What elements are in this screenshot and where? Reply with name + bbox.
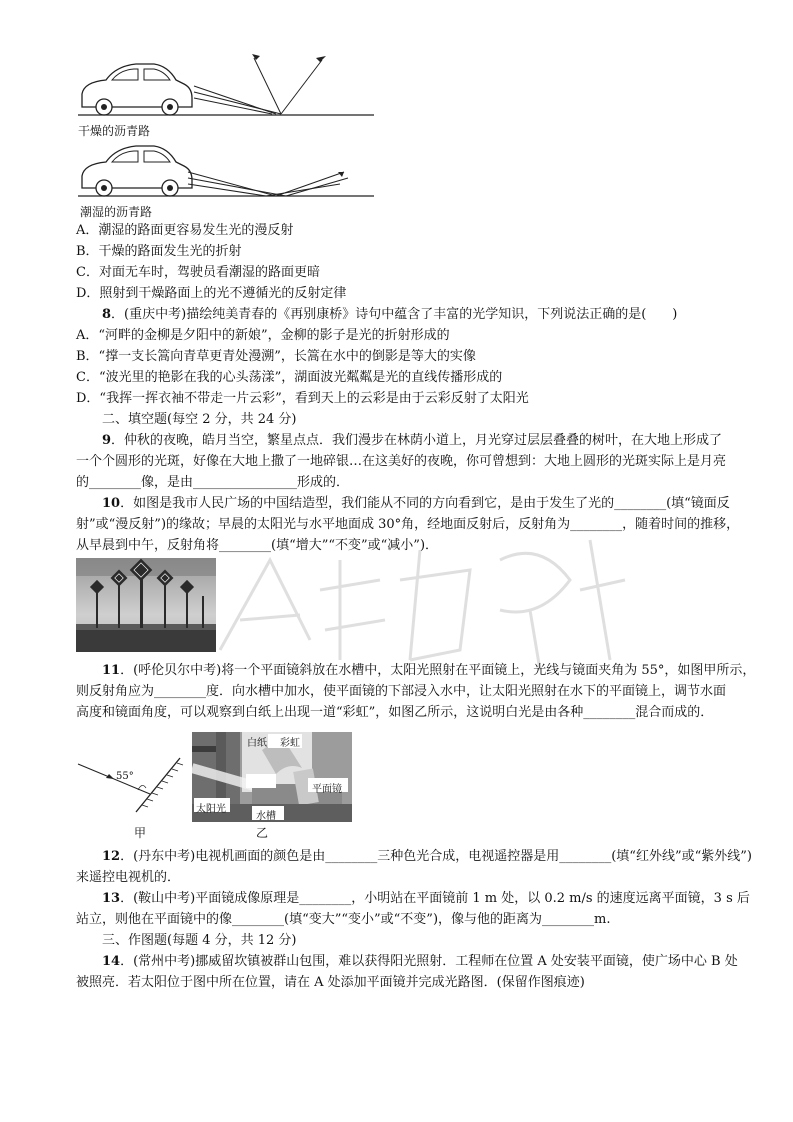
label-white-paper: 白纸: [247, 738, 267, 749]
q8-stem: ．(重庆中考)描绘纯美青春的《再别康桥》诗句中蕴含了丰富的光学知识，下列说法正确的是( ): [111, 307, 678, 322]
section-3-heading: [76, 930, 756, 951]
q11-line-2: 则反射角应为________度．向水槽中加水，使平面镜的下部浸入水中，让太阳光照射在水下的平面镜上，调节水面: [76, 684, 727, 699]
q8-number: 8: [102, 307, 112, 322]
label-water-trough: 水槽: [256, 811, 276, 822]
wet-road-caption: 潮湿的沥青路: [80, 205, 153, 219]
mirror-diagram-jia: [76, 748, 186, 820]
question-11: [76, 660, 756, 723]
q9-line-1: ．仲秋的夜晚，皓月当空，繁星点点．我们漫步在林荫小道上，月光穿过层层叠叠的树叶，在大地上形成了: [111, 433, 723, 448]
q12-number: 12: [102, 849, 121, 864]
label-plane-mirror: 平面镜: [312, 784, 342, 795]
q8-option-d: D．“我挥一挥衣袖不带走一片云彩”，看到天上的云彩是由于云彩反射了太阳光: [76, 391, 529, 406]
q13-line-2: 站立，则他在平面镜中的像________(填“变大”“变小”或“不变”)，像与他的距离为________m.: [76, 912, 611, 927]
q7-option-d: D．照射到干燥路面上的光不遵循光的反射定律: [76, 286, 347, 301]
q10-line-1: ．如图是我市人民广场的中国结造型，我们能从不同的方向看到它，是由于发生了光的________(填“镜面反: [120, 496, 730, 511]
q11-line-3: 高度和镜面角度，可以观察到白纸上出现一道“彩虹”，如图乙所示，这说明白光是由各种________混合而成的．: [76, 705, 714, 720]
q8-option-c: C．“波光里的艳影在我的心头荡漾”，湖面波光粼粼是光的直线传播形成的: [76, 370, 503, 385]
q9-number: 9: [102, 433, 112, 448]
section-3-title: 三、作图题(每题 4 分，共 12 分): [102, 933, 297, 948]
q10-line-2: 射”或“漫反射”)的缘故；早晨的太阳光与水平地面成 30°角，经地面反射后，反射角为________，随着时间的推移，: [76, 517, 740, 532]
figure-jia-label: 甲: [134, 826, 147, 840]
chinese-knot-photo: [76, 558, 216, 652]
q7-option-c: C．对面无车时，驾驶员看潮湿的路面更暗: [76, 265, 320, 280]
figure-yi-label: 乙: [256, 826, 269, 840]
question-13: [76, 888, 756, 930]
question-9: [76, 430, 756, 493]
angle-55-label: 55°: [116, 771, 134, 782]
dry-road-car-figure: [76, 52, 376, 120]
q14-number: 14: [102, 954, 121, 969]
q13-number: 13: [102, 891, 121, 906]
q14-line-1: ．(常州中考)挪威留坎镇被群山包围，难以获得阳光照射．工程师在位置 A 处安装平面镜，使广场中心 B 处: [120, 954, 738, 969]
q14-line-2: 被照亮．若太阳位于图中所在位置，请在 A 处添加平面镜并完成光路图．(保留作图痕迹): [76, 975, 585, 990]
q11-number: 11: [102, 663, 121, 678]
dry-road-caption: 干燥的沥青路: [78, 124, 151, 138]
q11-line-1: ．(呼伦贝尔中考)将一个平面镜斜放在水槽中，太阳光照射在平面镜上，光线与镜面夹角为 55°，如图甲所示，: [120, 663, 756, 678]
wet-road-car-figure: [76, 144, 376, 200]
q7-option-b: B．干燥的路面发生光的折射: [76, 244, 242, 259]
q13-line-1: ．(鞍山中考)平面镜成像原理是________，小明站在平面镜前 1 m 处，以 0.2 m/s 的速度远离平面镜，3 s 后: [120, 891, 750, 906]
q9-line-3: 的________像，是由________________形成的．: [76, 475, 350, 490]
label-rainbow: 彩虹: [280, 738, 300, 749]
question-8: [76, 304, 756, 409]
question-14: [76, 951, 756, 993]
q9-line-2: 一个个圆形的光斑，好像在大地上撒了一地碎银…在这美好的夜晚，你可曾想到：大地上圆形的光斑实际上是月亮: [76, 454, 727, 469]
q7-option-a: A．潮湿的路面更容易发生光的漫反射: [76, 223, 294, 238]
label-sunlight: 太阳光: [196, 804, 226, 815]
q12-line-2: 来遥控电视机的．: [76, 870, 181, 885]
question-12: [76, 846, 756, 888]
section-2-heading: [76, 409, 756, 430]
question-10: [76, 493, 756, 556]
q10-line-3: 从早晨到中午，反射角将________(填“增大”“不变”或“减小”)．: [76, 538, 439, 553]
q8-option-b: B．“撑一支长篙向青草更青处漫溯”，长篙在水中的倒影是等大的实像: [76, 349, 476, 364]
q12-line-1: ．(丹东中考)电视机画面的颜色是由________三种色光合成，电视遥控器是用________(填“红外线”或“紫外线”): [120, 849, 752, 864]
section-2-title: 二、填空题(每空 2 分，共 24 分): [102, 412, 297, 427]
q10-number: 10: [102, 496, 121, 511]
q8-option-a: A．“河畔的金柳是夕阳中的新娘”，金柳的影子是光的折射形成的: [76, 328, 450, 343]
q7-options: [76, 220, 756, 304]
